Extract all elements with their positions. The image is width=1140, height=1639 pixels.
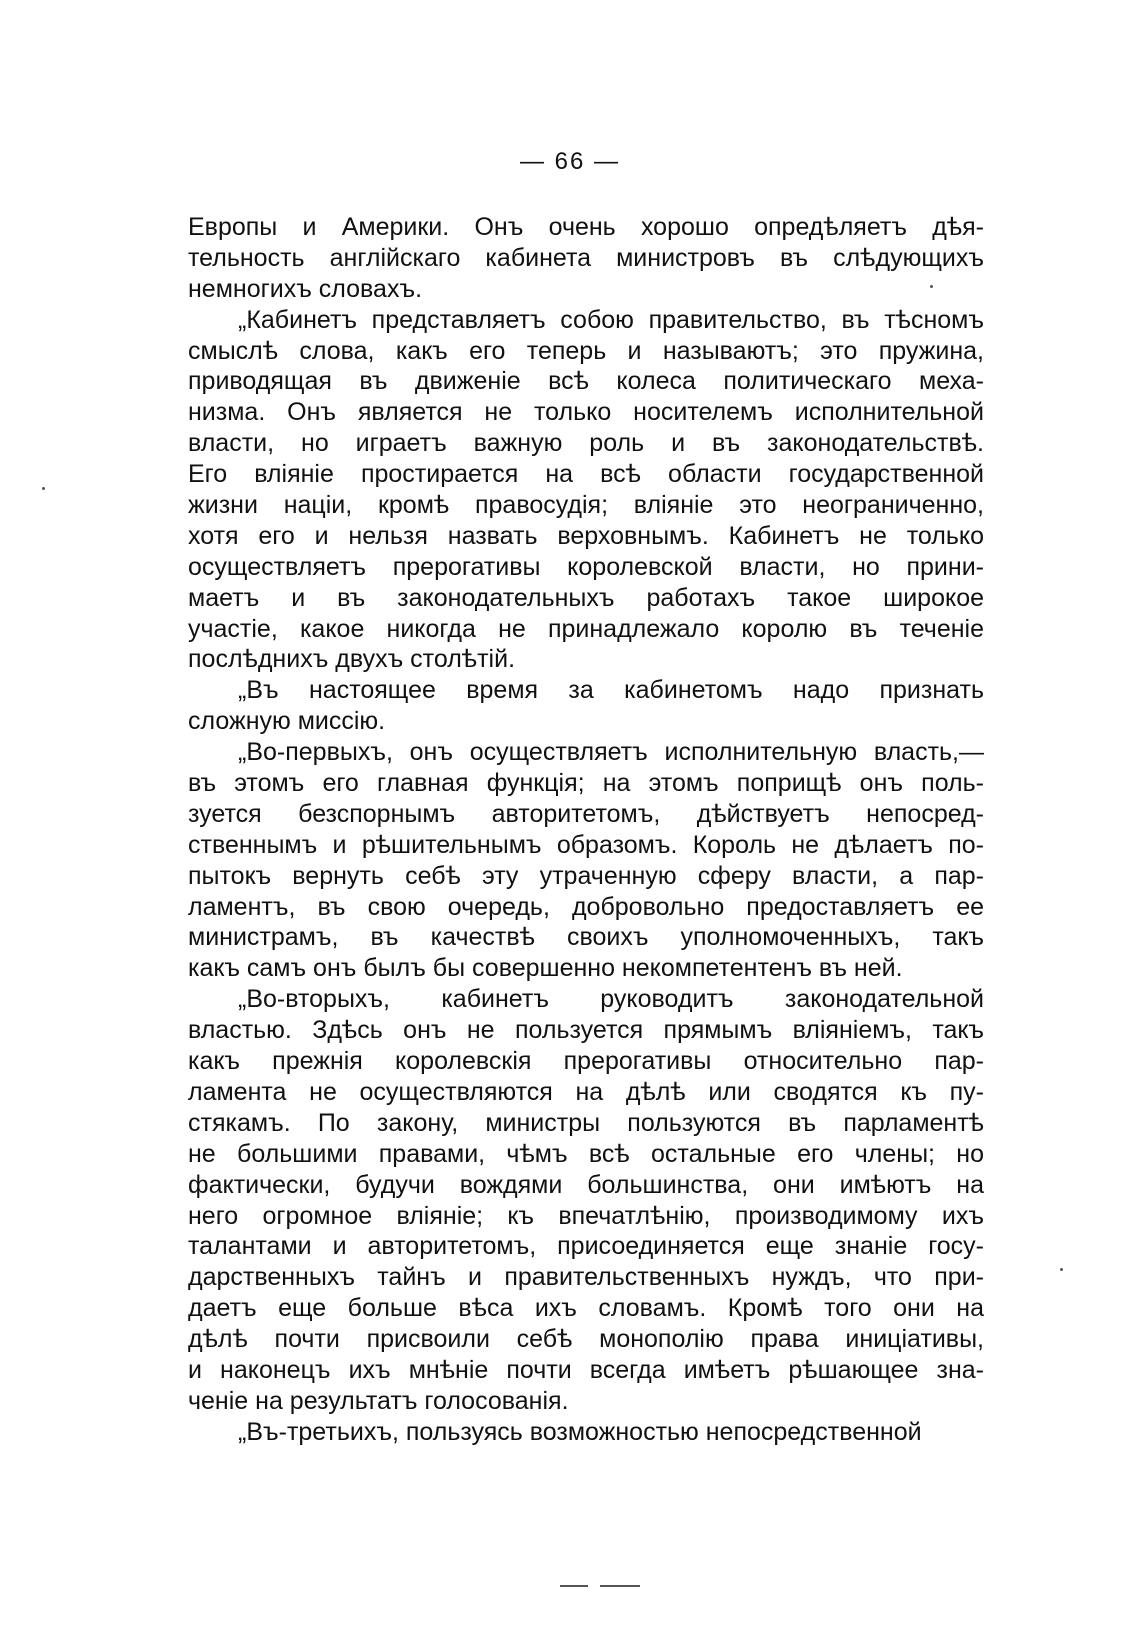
body-text xyxy=(188,212,984,1448)
text-line: зуется безспорнымъ авторитетомъ, дѣйствуетъ непосред- xyxy=(188,799,984,828)
margin-dot xyxy=(930,285,933,288)
paragraph xyxy=(188,1417,984,1448)
paragraph xyxy=(188,675,984,737)
text-line: ламента не осуществляются на дѣлѣ или сводятся къ пу- xyxy=(188,1077,984,1106)
text-line: приводящая въ движеніе всѣ колеса политическаго меха- xyxy=(188,367,984,396)
text-line: стякамъ. По закону, министры пользуются въ парламентѣ xyxy=(188,1108,984,1137)
text-line: „Во-первыхъ, онъ осуществляетъ исполнительную власть,— xyxy=(238,738,984,767)
text-line: и наконецъ ихъ мнѣніе почти всегда имѣетъ рѣшающее зна- xyxy=(188,1355,984,1384)
text-line: „Кабинетъ представляетъ собою правительство, въ тѣсномъ xyxy=(238,305,984,334)
text-line: не большими правами, чѣмъ всѣ остальные его члены; но xyxy=(188,1139,984,1168)
text-line: Европы и Америки. Онъ очень хорошо опредѣляетъ дѣя- xyxy=(188,213,984,241)
paragraph xyxy=(188,737,984,984)
text-line: послѣднихъ двухъ столѣтій. xyxy=(188,645,516,674)
margin-dot xyxy=(1060,1268,1063,1271)
margin-dot xyxy=(42,487,45,490)
text-line: „Въ настоящее время за кабинетомъ надо признать xyxy=(238,676,984,705)
bottom-marks xyxy=(560,1585,650,1591)
text-line: него огромное вліяніе; къ впечатлѣнію, производимому ихъ xyxy=(188,1201,984,1230)
text-line: „Во-вторыхъ, кабинетъ руководитъ законодательной xyxy=(238,985,984,1014)
text-line: дѣлѣ почти присвоили себѣ монополію права иниціативы, xyxy=(188,1325,984,1354)
text-line: властью. Здѣсь онъ не пользуется прямымъ вліяніемъ, такъ xyxy=(188,1016,984,1045)
text-line: осуществляетъ прерогативы королевской власти, но прини- xyxy=(188,552,984,581)
paragraph xyxy=(188,984,984,1416)
text-line: талантами и авторитетомъ, присоединяется еще знаніе госу- xyxy=(188,1232,984,1261)
text-line: немногихъ словахъ. xyxy=(188,274,423,303)
paragraph xyxy=(188,212,984,305)
text-line: участіе, какое никогда не принадлежало королю въ теченіе xyxy=(188,614,984,643)
text-line: хотя его и нельзя назвать верховнымъ. Кабинетъ не только xyxy=(188,521,984,550)
text-line: пытокъ вернуть себѣ эту утраченную сферу власти, а пар- xyxy=(188,861,984,890)
text-line: какъ прежнія королевскія прерогативы относительно пар- xyxy=(188,1047,984,1076)
text-line: какъ самъ онъ былъ бы совершенно некомпетентенъ въ ней. xyxy=(188,954,903,983)
text-line: ламентъ, въ свою очередь, добровольно предоставляетъ ее xyxy=(188,892,984,921)
text-line: жизни націи, кромѣ правосудія; вліяніе это неограниченно, xyxy=(188,491,984,520)
paragraph xyxy=(188,305,984,676)
text-line: „Въ-третьихъ, пользуясь возможностью непосредственной xyxy=(238,1417,922,1446)
text-line: въ этомъ его главная функція; на этомъ поприщѣ онъ поль- xyxy=(188,769,984,798)
text-line: смыслѣ слова, какъ его теперь и называютъ; это пружина, xyxy=(188,336,984,365)
text-line: ственнымъ и рѣшительнымъ образомъ. Король не дѣлаетъ по- xyxy=(188,830,984,859)
text-line: власти, но играетъ важную роль и въ законодательствѣ. xyxy=(188,429,984,458)
text-line: маетъ и въ законодательныхъ работахъ такое широкое xyxy=(188,583,984,612)
text-line: дарственныхъ тайнъ и правительственныхъ нуждъ, что при- xyxy=(188,1263,984,1292)
text-line: сложную миссію. xyxy=(188,707,386,736)
text-line: тельность англійскаго кабинета министровъ въ слѣдующихъ xyxy=(188,243,984,272)
text-line: министрамъ, въ качествѣ своихъ уполномоченныхъ, такъ xyxy=(188,923,984,952)
text-line: фактически, будучи вождями большинства, они имѣютъ на xyxy=(188,1170,984,1199)
text-line: ченіе на результатъ голосованія. xyxy=(188,1386,569,1415)
text-line: низма. Онъ является не только носителемъ исполнительной xyxy=(188,398,984,427)
text-line: Его вліяніе простирается на всѣ области государственной xyxy=(188,460,984,489)
text-line: даетъ еще больше вѣса ихъ словамъ. Кромѣ того они на xyxy=(188,1294,984,1323)
page-number: — 66 — xyxy=(519,148,621,175)
